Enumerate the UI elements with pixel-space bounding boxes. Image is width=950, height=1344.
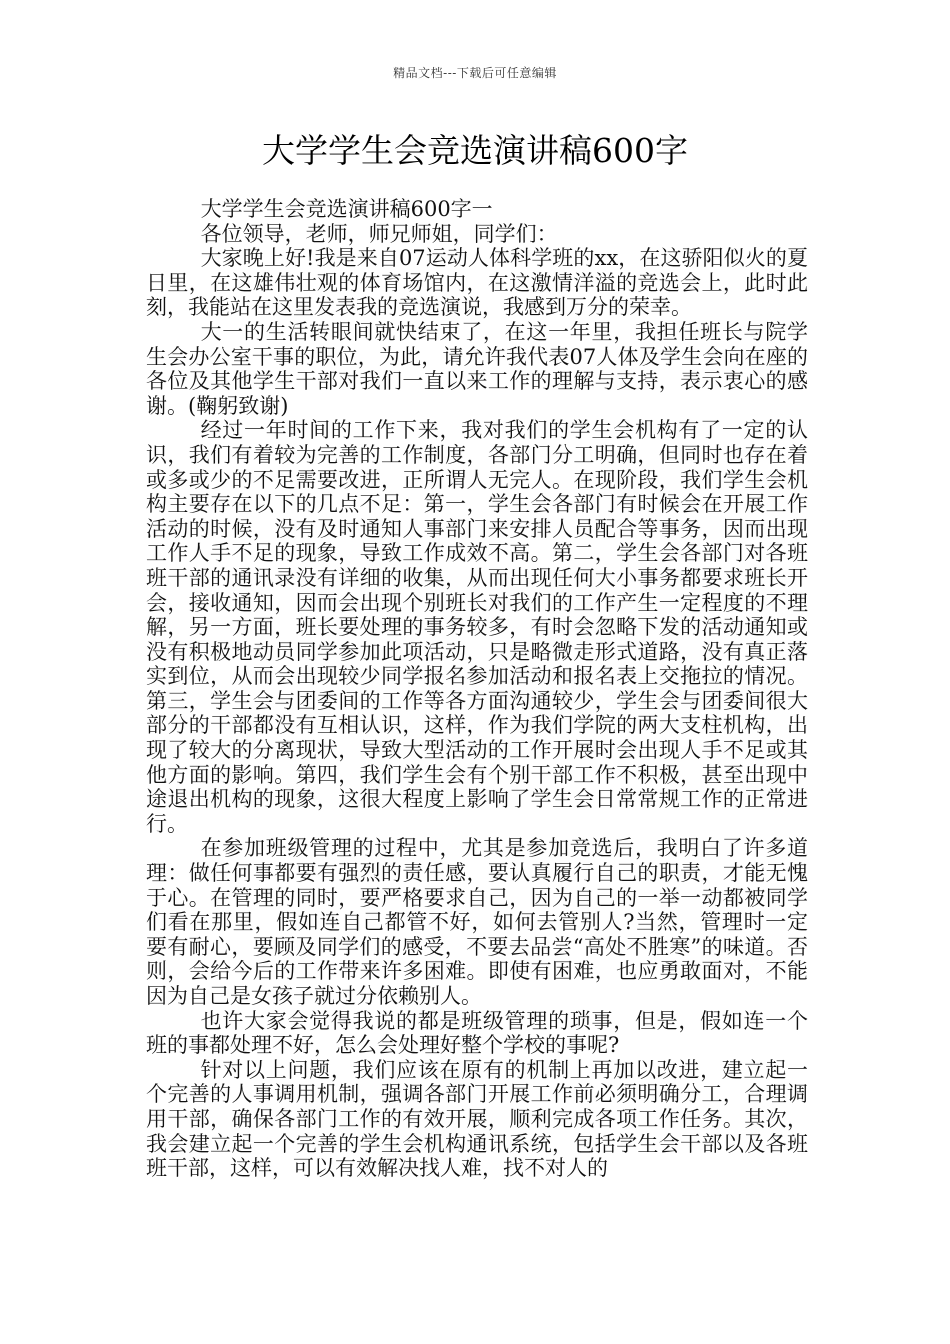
paragraph-subtitle: 大学学生会竞选演讲稿600字一 — [200, 197, 493, 221]
paragraph-greeting: 大家晚上好!我是来自07运动人体科学班的xx，在这骄阳似火的夏日里，在这雄伟壮观的体育场馆内，在这激情洋溢的竞选会上，此时此刻，我能站在这里发表我的竞选演说，我感到万分的荣幸。 — [146, 246, 808, 320]
paragraph-improvements: 针对以上问题，我们应该在原有的机制上再加以改进，建立起一个完善的人事调用机制，强调各部门开展工作前必须明确分工，合理调用干部，确保各部门工作的有效开展，顺利完成各项工作任务。其次，我会建立起一个完善的学生会机构通讯系统，包括学生会干部以及各班班干部，这样，可以有效解决找人难，找不对人的 — [146, 1057, 808, 1181]
paragraph-management-lessons: 在参加班级管理的过程中，尤其是参加竞选后，我明白了许多道理：做任何事都要有强烈的责任感，要认真履行自己的职责，才能无愧于心。在管理的同时，要严格要求自己，因为自己的一举一动都被同学们看在那里，假如连自己都管不好，如何去管别人?当然，管理时一定要有耐心，要顾及同学们的感受，不要去品尝“高处不胜寒”的味道。否则，会给今后的工作带来许多困难。即使有困难，也应勇敢面对，不能因为自己是女孩子就过分依赖别人。 — [146, 836, 808, 1008]
paragraph-salutation: 各位领导，老师，师兄师姐，同学们： — [200, 221, 558, 246]
document-title: 大学学生会竞选演讲稿600字 — [262, 131, 688, 170]
document-body — [146, 197, 808, 1181]
page-header-note: 精品文档---下载后可任意编辑 — [393, 66, 557, 80]
paragraph-shortcomings: 经过一年时间的工作下来，我对我们的学生会机构有了一定的认识，我们有着较为完善的工作制度，各部门分工明确，但同时也存在着或多或少的不足需要改进，正所谓人无完人。在现阶段，我们学生会机构主要存在以下的几点不足：第一，学生会各部门有时候会在开展工作活动的时候，没有及时通知人事部门来安排人员配合等事务，因而出现工作人手不足的现象，导致工作成效不高。第二，学生会各部门对各班班干部的通讯录没有详细的收集，从而出现任何大小事务都要求班长开会，接收通知，因而会出现个别班长对我们的工作产生一定程度的不理解，另一方面，班长要处理的事务较多，有时会忽略下发的活动通知或没有积极地动员同学参加此项活动，只是略微走形式道路，没有真正落实到位，从而会出现较少同学报名参加活动和报名表上交拖拉的情况。第三，学生会与团委间的工作等各方面沟通较少，学生会与团委间很大部分的干部都没有互相认识，这样，作为我们学院的两大支柱机构，出现了较大的分离现状，导致大型活动的工作开展时会出现人手不足或其他方面的影响。第四，我们学生会有个别干部工作不积极，甚至出现中途退出机构的现象，这很大程度上影响了学生会日常常规工作的正常进行。 — [146, 418, 808, 836]
paragraph-class-matters: 也许大家会觉得我说的都是班级管理的琐事，但是，假如连一个班的事都处理不好，怎么会处理好整个学校的事呢? — [146, 1008, 808, 1058]
paragraph-thanks: 大一的生活转眼间就快结束了，在这一年里，我担任班长与院学生会办公室干事的职位，为此，请允许我代表07人体及学生会向在座的各位及其他学生干部对我们一直以来工作的理解与支持，表示衷心的感谢。(鞠躬致谢) — [146, 319, 808, 418]
